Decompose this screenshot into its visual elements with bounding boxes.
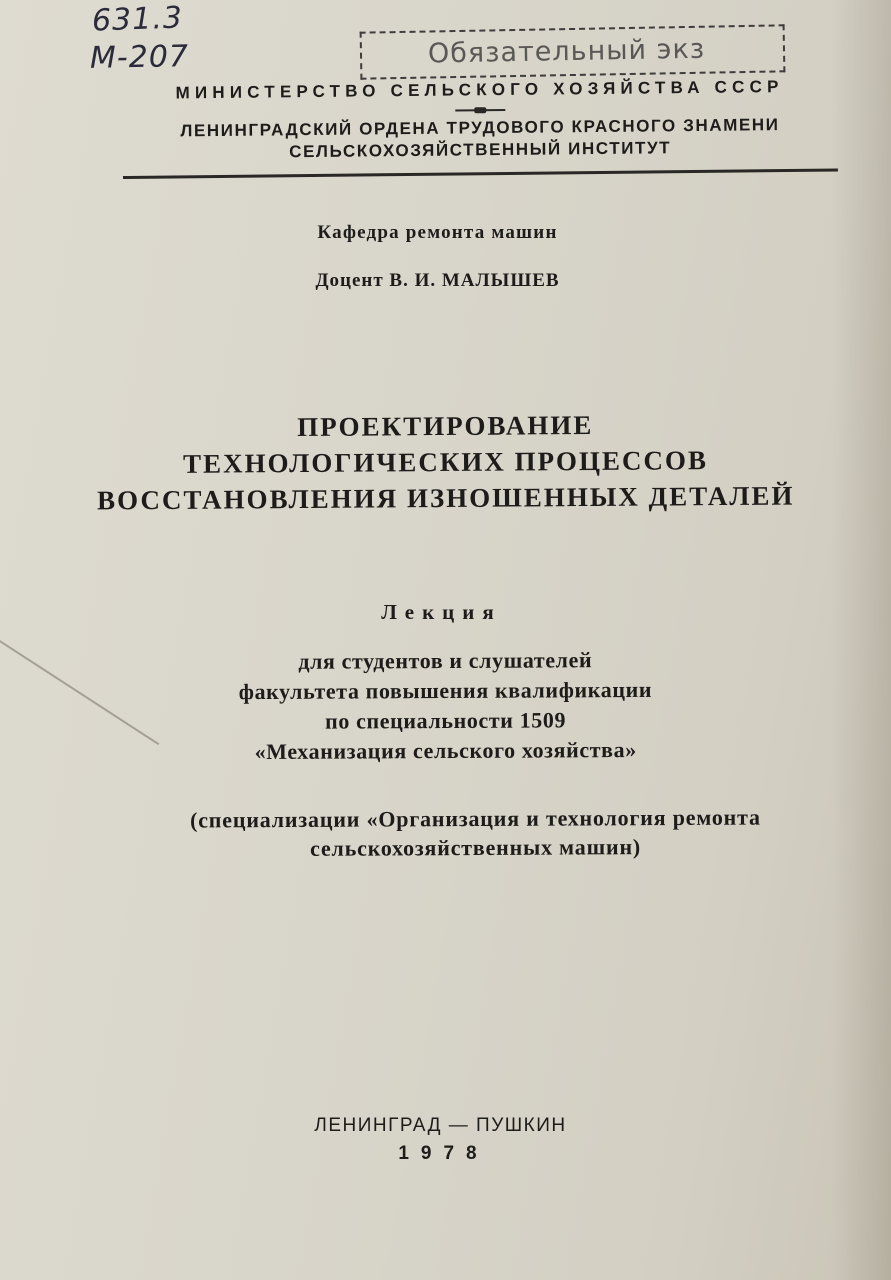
specialization-line-2: сельскохозяйственных машин) — [310, 834, 642, 861]
audience-line-1: для студентов и слушателей — [298, 647, 593, 674]
imprint-year: 1978 — [398, 1143, 489, 1164]
library-stamp — [360, 24, 786, 79]
stamp-text: Обязательный экз — [427, 33, 706, 70]
header-ornament — [455, 109, 505, 112]
title-line-3: ВОССТАНОВЛЕНИЯ ИЗНОШЕННЫХ ДЕТАЛЕЙ — [96, 480, 795, 516]
handwritten-shelfmark: М-207 — [89, 39, 190, 76]
institute-name-line2: СЕЛЬСКОХОЗЯЙСТВЕННЫЙ ИНСТИТУТ — [289, 138, 672, 162]
imprint-city: ЛЕНИНГРАД — ПУШКИН — [314, 1115, 567, 1136]
specialization-note — [30, 802, 891, 865]
header-rule — [123, 169, 838, 179]
institute-name-line1: ЛЕНИНГРАДСКИЙ ОРДЕНА ТРУДОВОГО КРАСНОГО ЗНАМЕНИ — [180, 115, 780, 141]
title-line-2: ТЕХНОЛОГИЧЕСКИХ ПРОЦЕССОВ — [182, 445, 709, 479]
title-line-1: ПРОЕКТИРОВАНИЕ — [297, 409, 594, 443]
department-name: Кафедра ремонта машин — [317, 222, 558, 243]
handwritten-classification: 631.3 — [91, 0, 184, 39]
publisher-header — [122, 77, 838, 179]
audience-line-3: по специальности 1509 — [325, 707, 567, 734]
document-type: Лекция — [381, 600, 502, 624]
audience-description — [0, 644, 891, 769]
audience-line-4: «Механизация сельского хозяйства» — [254, 736, 637, 764]
specialization-line-1: (специализации «Организация и технология ремонта — [190, 804, 761, 833]
audience-line-2: факультета повышения квалификации — [238, 676, 653, 705]
author-name: Доцент В. И. МАЛЫШЕВ — [315, 270, 560, 291]
document-title — [0, 405, 891, 519]
ministry-name: МИНИСТЕРСТВО СЕЛЬСКОГО ХОЗЯЙСТВА СССР — [175, 77, 784, 103]
